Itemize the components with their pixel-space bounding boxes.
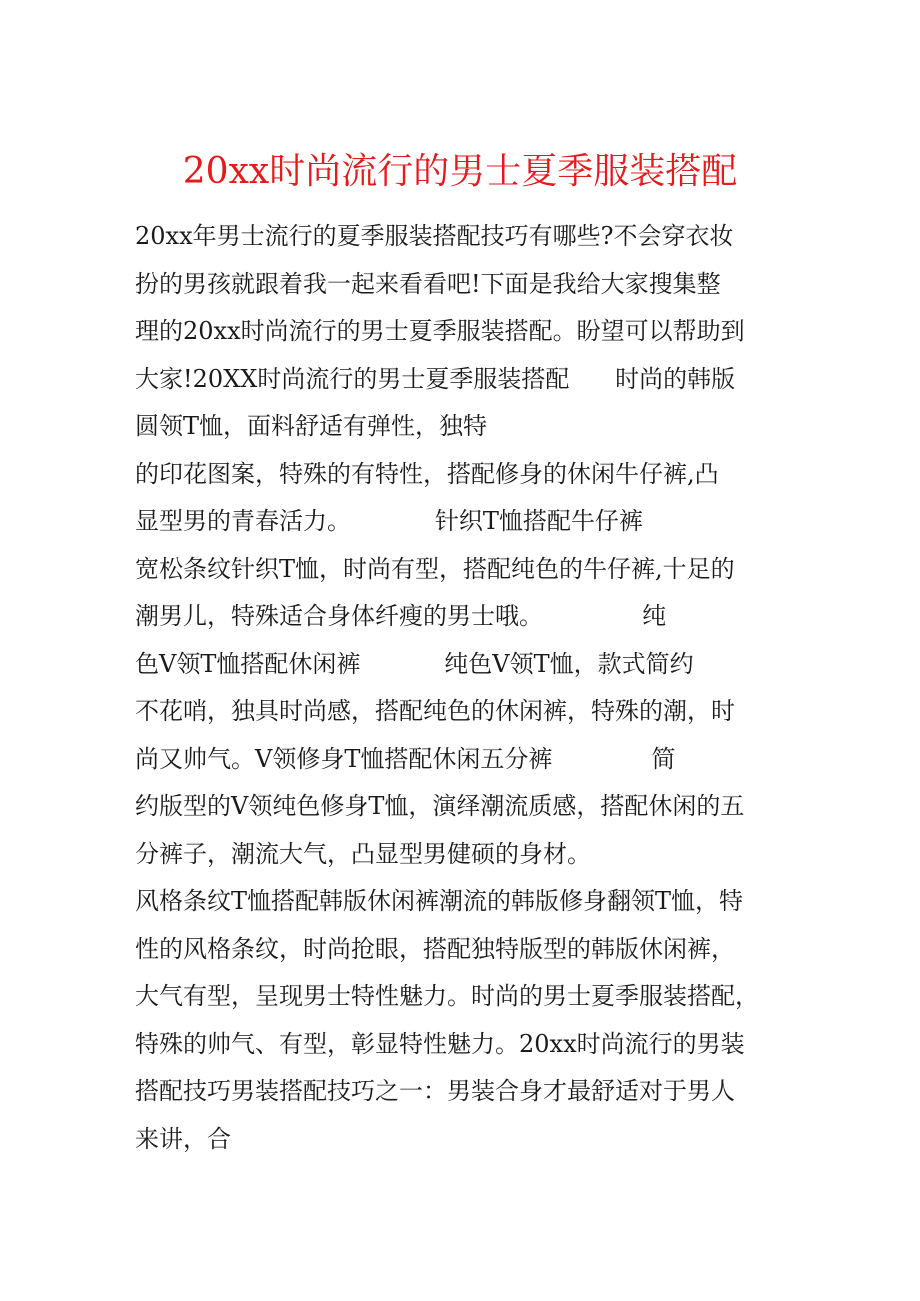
body-line: 宽松条纹针织T恤，时尚有型，搭配纯色的牛仔裤,十足的 [135, 554, 735, 583]
body-line: 显型男的青春活力。 针织T恤搭配牛仔裤 [135, 507, 643, 535]
body-line: 约版型的V领纯色修身T恤，演绎潮流质感，搭配休闲的五 [135, 792, 745, 820]
document-body [135, 213, 800, 1163]
body-line: 20xx年男士流行的夏季服装搭配技巧有哪些?不会穿衣妆 [135, 222, 734, 250]
body-line: 尚又帅气。V领修身T恤搭配休闲五分裤 简 [135, 744, 676, 773]
body-line: 性的风格条纹，时尚抢眼，搭配独特版型的韩版休闲裤， [135, 934, 735, 963]
body-line: 色V领T恤搭配休闲裤 纯色V领T恤，款式简约 [135, 649, 694, 678]
body-line: 风格条纹T恤搭配韩版休闲裤潮流的韩版修身翻领T恤，特 [135, 887, 744, 915]
body-line: 圆领T恤，面料舒适有弹性，独特 [135, 412, 488, 440]
body-line: 来讲，合 [135, 1124, 231, 1153]
body-line: 大气有型，呈现男士特性魅力。时尚的男士夏季服装搭配， [135, 982, 759, 1010]
body-line: 理的20xx时尚流行的男士夏季服装搭配。盼望可以帮助到 [135, 317, 745, 345]
body-line: 不花哨，独具时尚感，搭配纯色的休闲裤，特殊的潮，时 [135, 697, 735, 725]
body-line: 特殊的帅气、有型，彰显特性魅力。20xx时尚流行的男装 [135, 1029, 745, 1058]
body-line: 潮男儿，特殊适合身体纤瘦的男士哦。 纯 [135, 602, 667, 630]
body-line: 搭配技巧男装搭配技巧之一：男装合身才最舒适对于男人 [135, 1077, 735, 1105]
body-line: 的印花图案，特殊的有特性，搭配修身的休闲牛仔裤,凸 [135, 459, 719, 488]
body-line: 分裤子，潮流大气，凸显型男健硕的身材。 [135, 839, 591, 868]
document-title: 20xx时尚流行的男士夏季服装搭配 [182, 151, 738, 192]
body-line: 扮的男孩就跟着我一起来看看吧!下面是我给大家搜集整 [135, 269, 721, 298]
body-line: 大家!20XX时尚流行的男士夏季服装搭配 时尚的韩版 [135, 364, 736, 393]
